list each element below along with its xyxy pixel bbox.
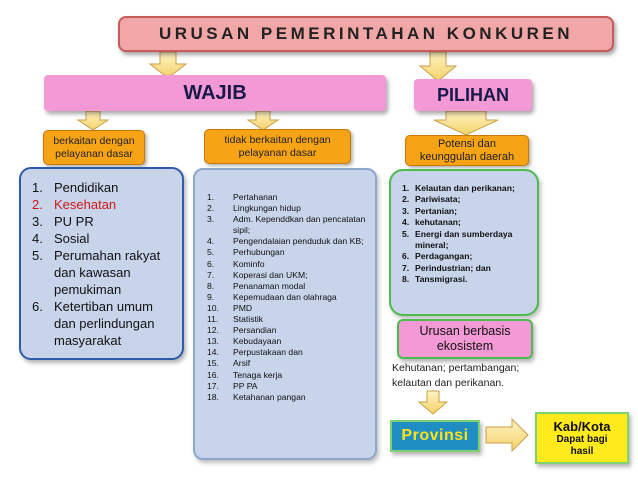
list-item: 2. Lingkungan hidup <box>207 203 301 214</box>
arrow-provinsi-to-kabkota <box>486 419 528 451</box>
arrow-ekosistem-to-provinsi <box>419 391 447 414</box>
ekosistem-note: Kehutanan; pertambangan; kelautan dan perikanan. <box>392 362 520 389</box>
list-item: 17. PP PA <box>207 380 258 391</box>
list-item: 6. Kominfo <box>207 258 265 269</box>
list-item: 5. Energi dan sumberdaya mineral; <box>402 228 513 251</box>
potensi-box <box>405 135 529 166</box>
list-item: 10. PMD <box>207 302 253 313</box>
list-item: 15. Arsif <box>207 358 251 369</box>
list-item: 11. Statistik <box>207 314 264 325</box>
list-item: 6. Ketertiban umum dan perlindungan masyarakat <box>32 299 155 348</box>
list-item: 12. Persandian <box>207 325 277 336</box>
pilihan-box <box>414 79 532 111</box>
pelayanan-dasar-list-panel <box>19 167 184 360</box>
wajib-label: WAJIB <box>183 81 247 104</box>
list-item: 2. Pariwisata; <box>402 194 461 205</box>
list-item: 14. Perpustakaan dan <box>207 347 303 358</box>
list-item: 6. Perdagangan; <box>402 251 473 262</box>
list-item: 7. Perindustrian; dan <box>402 262 491 273</box>
non-pelayanan-dasar-label: tidak berkaitan dengan pelayanan dasar <box>224 133 331 159</box>
provinsi-label: Provinsi <box>401 427 469 444</box>
pilihan-list <box>402 183 529 286</box>
non-pelayanan-dasar-list <box>207 192 367 403</box>
arrow-wajib-to-pelayanan-dasar <box>78 111 108 130</box>
kabkota-subtitle: Dapat bagi hasil <box>556 433 608 457</box>
list-item: 16. Tenaga kerja <box>207 369 283 380</box>
ekosistem-label: Urusan berbasis ekosistem <box>419 324 511 353</box>
list-item: 4. Pengendalaian penduduk dan KB; <box>207 236 364 247</box>
list-item: 1. Pendidikan <box>32 180 119 195</box>
title-box <box>118 16 614 52</box>
list-item: 13. Kebudayaan <box>207 336 282 347</box>
non-pelayanan-dasar-box <box>204 129 351 164</box>
list-item: 5. Perumahan rakyat dan kawasan pemukiman <box>32 248 161 297</box>
kabkota-box <box>535 412 629 464</box>
arrow-pilihan-to-potensi <box>434 111 498 135</box>
list-item: 18. Ketahanan pangan <box>207 391 306 402</box>
list-item: 5. Perhubungan <box>207 247 285 258</box>
pilihan-list-panel <box>389 169 539 316</box>
list-item-highlight: 2. Kesehatan <box>32 197 117 212</box>
pelayanan-dasar-label: berkaitan dengan pelayanan dasar <box>53 134 135 160</box>
list-item: 9. Kepemudaan dan olahraga <box>207 291 337 302</box>
list-item: 3. Adm. Kependdkan dan pencatatan sipil; <box>207 214 366 236</box>
pelayanan-dasar-box <box>43 130 145 165</box>
kabkota-title: Kab/Kota <box>553 418 611 434</box>
list-item: 7. Koperasi dan UKM; <box>207 269 308 280</box>
list-item: 8. Penanaman modal <box>207 280 306 291</box>
provinsi-box <box>390 420 480 452</box>
list-item: 4. Sosial <box>32 231 90 246</box>
non-pelayanan-dasar-list-panel <box>193 168 377 460</box>
page-title: URUSAN PEMERINTAHAN KONKUREN <box>158 24 574 43</box>
list-item: 1. Pertahanan <box>207 192 278 202</box>
potensi-label: Potensi dan keunggulan daerah <box>419 137 515 163</box>
pilihan-label: PILIHAN <box>437 84 509 105</box>
list-item: 4. kehutanan; <box>402 217 461 228</box>
list-item: 8. Tansmigrasi. <box>402 274 468 285</box>
wajib-box <box>44 75 386 111</box>
pelayanan-dasar-list <box>32 179 174 349</box>
list-item: 1. Kelautan dan perikanan; <box>402 183 515 193</box>
arrow-wajib-to-non-pelayanan-dasar <box>248 111 278 130</box>
arrow-title-to-pilihan <box>420 52 456 81</box>
ekosistem-box <box>397 319 533 359</box>
list-item: 3. PU PR <box>32 214 94 229</box>
list-item: 3. Pertanian; <box>402 205 458 216</box>
